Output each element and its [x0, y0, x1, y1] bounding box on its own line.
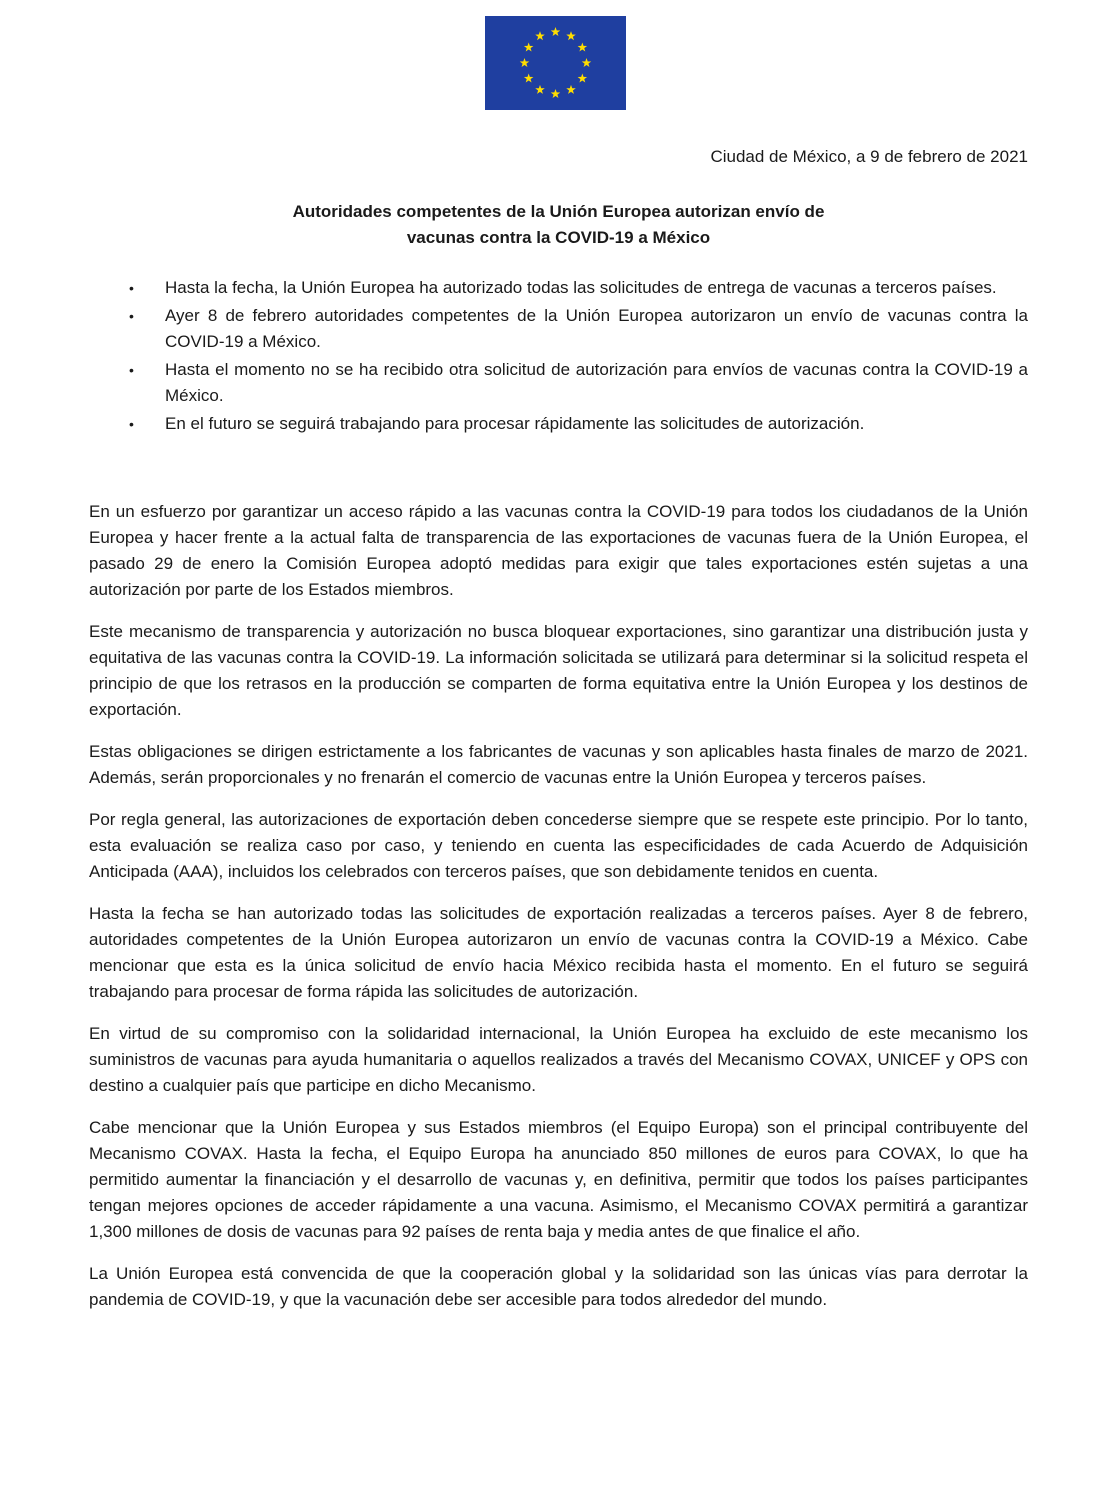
bullet-text: Ayer 8 de febrero autoridades competentes de la Unión Europea autorizaron un envío de vacunas contra la COVID-19 a México. [165, 306, 1028, 351]
bullet-item [89, 303, 1028, 355]
paragraph: La Unión Europea está convencida de que la cooperación global y la solidaridad son las únicas vías para derrotar la pandemia de COVID-19, y que la vacunación debe ser accesible para todos alrededor del mundo. [89, 1264, 1028, 1309]
paragraph: Cabe mencionar que la Unión Europea y sus Estados miembros (el Equipo Europa) son el principal contribuyente del Mecanismo COVAX. Hasta la fecha, el Equipo Europa ha anunciado 850 millones de euros para COVAX, lo que ha permitido aumentar la financiación y el desarrollo de vacunas y, en definitiva, permitir que todos los países participantes tengan mejores opciones de acceder rápidamente a una vacuna. Asimismo, el Mecanismo COVAX permitirá a garantizar 1,300 millones de dosis de vacunas para 92 países de renta baja y media antes de que finalice el año. [89, 1118, 1028, 1241]
paragraph: Hasta la fecha se han autorizado todas las solicitudes de exportación realizadas a terceros países. Ayer 8 de febrero, autoridades competentes de la Unión Europea autorizaron un envío de vacunas contra la COVID-19 a México. Cabe mencionar que esta es la única solicitud de envío hacia México recibida hasta el momento. En el futuro se seguirá trabajando para procesar de forma rápida las solicitudes de autorización. [89, 904, 1028, 1001]
bullet-dot-icon: • [129, 280, 134, 296]
paragraph: En un esfuerzo por garantizar un acceso rápido a las vacunas contra la COVID-19 para todos los ciudadanos de la Unión Europea y hacer frente a la actual falta de transparencia de las exportaciones de vacunas fuera de la Unión Europea, el pasado 29 de enero la Comisión Europea adoptó medidas para exigir que tales exportaciones estén sujetas a una autorización por parte de los Estados miembros. [89, 502, 1028, 599]
bullet-item [89, 411, 1028, 437]
bullet-text: En el futuro se seguirá trabajando para procesar rápidamente las solicitudes de autorización. [165, 414, 865, 433]
paragraph: Estas obligaciones se dirigen estrictamente a los fabricantes de vacunas y son aplicables hasta finales de marzo de 2021. Además, serán proporcionales y no frenarán el comercio de vacunas entre la Unión Europea y terceros países. [89, 742, 1028, 787]
body-text [89, 499, 1028, 1329]
date-line: Ciudad de México, a 9 de febrero de 2021 [710, 147, 1028, 166]
bullet-item [89, 275, 1028, 301]
eu-flag-icon [485, 16, 626, 110]
bullet-text: Hasta el momento no se ha recibido otra solicitud de autorización para envíos de vacunas contra la COVID-19 a México. [165, 360, 1028, 405]
paragraph: Por regla general, las autorizaciones de exportación deben concederse siempre que se respete este principio. Por lo tanto, esta evaluación se realiza caso por caso, y teniendo en cuenta las especificidades de cada Acuerdo de Adquisición Anticipada (AAA), incluidos los celebrados con terceros países, que son debidamente tenidos en cuenta. [89, 810, 1028, 881]
bullet-item [89, 357, 1028, 409]
title-line-1: Autoridades competentes de la Unión Europea autorizan envío de [292, 202, 825, 221]
bullet-text: Hasta la fecha, la Unión Europea ha autorizado todas las solicitudes de entrega de vacunas a terceros países. [165, 278, 997, 297]
summary-bullet-list [89, 275, 1028, 439]
bullet-dot-icon: • [129, 308, 134, 324]
title-line-2: vacunas contra la COVID-19 a México [406, 228, 711, 247]
bullet-dot-icon: • [129, 416, 134, 432]
paragraph: En virtud de su compromiso con la solidaridad internacional, la Unión Europea ha excluido de este mecanismo los suministros de vacunas para ayuda humanitaria o aquellos realizados a través del Mecanismo COVAX, UNICEF y OPS con destino a cualquier país que participe en dicho Mecanismo. [89, 1024, 1028, 1095]
paragraph: Este mecanismo de transparencia y autorización no busca bloquear exportaciones, sino garantizar una distribución justa y equitativa de las vacunas contra la COVID-19. La información solicitada se utilizará para determinar si la solicitud respeta el principio de que los retrasos en la producción se comparten de forma equitativa entre la Unión Europea y los destinos de exportación. [89, 622, 1028, 719]
bullet-dot-icon: • [129, 362, 134, 378]
page-title [120, 199, 997, 251]
